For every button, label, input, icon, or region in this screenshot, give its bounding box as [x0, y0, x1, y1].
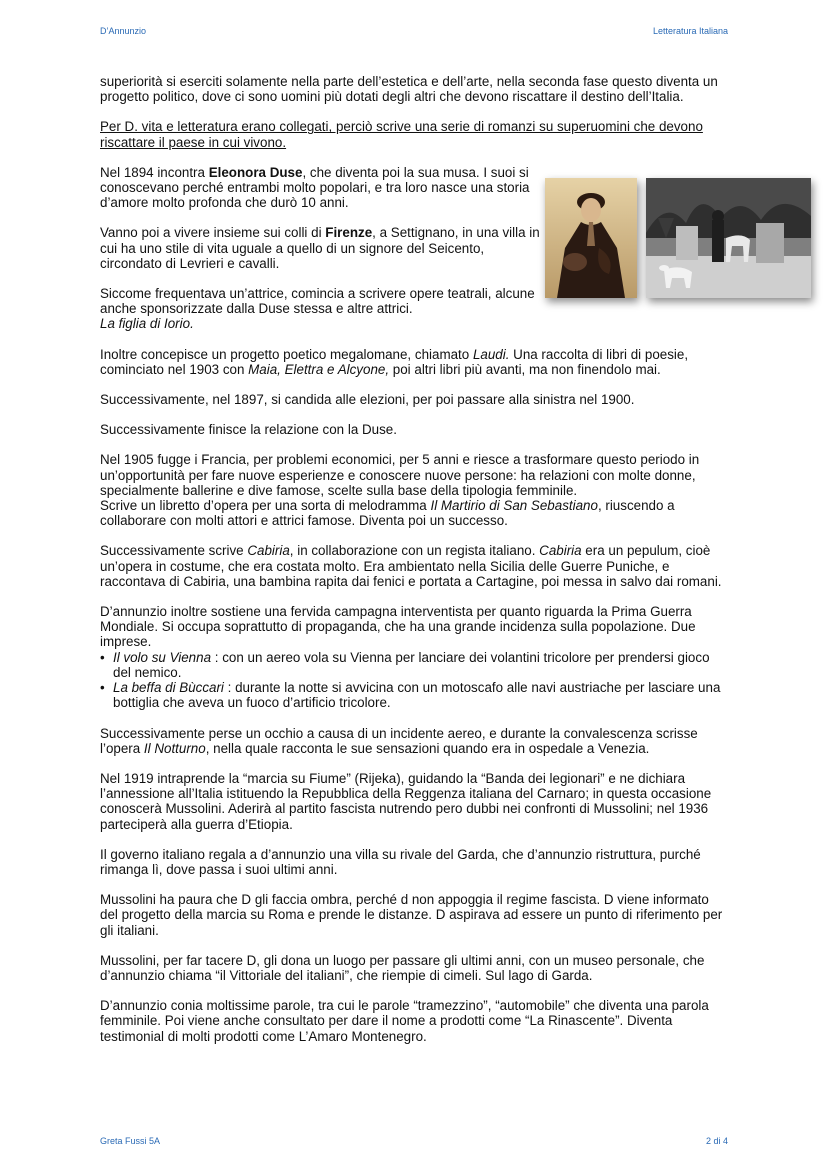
page-footer [100, 1136, 728, 1146]
paragraph-laudi: Inoltre concepisce un progetto poetico megalomane, chiamato Laudi. Una raccolta di libri di poesie, cominciato nel 1903 con Maia, Elettra e Alcyone, poi altri libri più avanti, ma non finendolo mai. [100, 346, 689, 377]
page-content [100, 74, 730, 1059]
page-header [100, 26, 728, 36]
header-left: D’Annunzio [100, 26, 147, 36]
paragraph: Mussolini ha paura che D gli faccia ombra, perché d non appoggia il regime fascista. D viene informato del progetto della marcia su Roma e prende le distanze. D aspirava ad essere un punto di riferimento per gli italiani. [100, 892, 723, 938]
paragraph-firenze: Vanno poi a vivere insieme sui colli di Firenze, a Settignano, in una villa in cui ha uno stile di vita uguale a quello di un signore del Seicento, circondato di Levrieri e cavalli. [100, 225, 540, 271]
paragraph-teatro: Siccome frequentava un’attrice, comincia a scrivere opere teatrali, alcune anche sponsorizzate dalla Duse stessa e altre attrici. La figlia di Iorio. [100, 286, 535, 332]
paragraph: D’annunzio conia moltissime parole, tra cui le parole “tramezzino”, “automobile” che diventa una parola femminile. Poi viene anche consultato per dare il nome a prodotti come “La Rinascente”. Diventa testimonial di molti prodotti come L’Amaro Montenegro. [100, 998, 709, 1044]
list-item: • Il volo su Vienna : con un aereo vola su Vienna per lanciare dei volantini tricolore per prendersi gioco del nemico. [100, 650, 730, 680]
paragraph: Il governo italiano regala a d’annunzio una villa su rivale del Garda, che d’annunzio ristruttura, purché rimanga lì, dove passa i suoi ultimi anni. [100, 846, 701, 877]
footer-author: Greta Fussi 5A [100, 1136, 161, 1146]
bold-name: Eleonora Duse [208, 164, 303, 180]
paragraph: Successivamente, nel 1897, si candida alle elezioni, per poi passare alla sinistra nel 1900. [100, 392, 635, 408]
paragraph-notturno: Successivamente perse un occhio a causa di un incidente aereo, e durante la convalescenza scrisse l’opera Il Notturno, nella quale racconta le sue sensazioni quando era in ospedale a Venezia. [100, 725, 698, 756]
imprese-list [100, 650, 730, 711]
paragraph-francia: Nel 1905 fugge i Francia, per problemi economici, per 5 anni e riesce a trasformare questo periodo in un’opportunità per fare nuove esperienze e conoscere nuove persone: ha relazioni con molte donne, specialmente ballerine e dive famose, scelte sulla base della tipologia femminile. Scrive un libretto d’opera per una sorta di melodramma Il Martirio di San Sebastiano, riuscendo a collaborare con molti attori e attrici famose. Diventa poi un successo. [100, 452, 700, 529]
paragraph: Nel 1919 intraprende la “marcia su Fiume” (Rijeka), guidando la “Banda dei legionari” e ne dichiara l’annessione all’Italia istituendo la Repubblica della Reggenza italiana del Carnaro; in questa occasione conoscerà Mussolini. Aderirà al partito fascista nutrendo pero dubbi nei confronti di Mussolini; nel 1936 parteciperà alla guerra d’Etiopia. [100, 770, 712, 832]
italic-title: La figlia di Iorio. [100, 316, 194, 332]
paragraph: Successivamente finisce la relazione con la Duse. [100, 422, 397, 438]
list-item: • La beffa di Bùccari : durante la notte si avvicina con un motoscafo alle navi austriache per lasciare una bottiglia che aveva un fuoco d’artificio tricolore. [100, 680, 730, 710]
paragraph-guerra: D’annunzio inoltre sostiene una fervida campagna interventista per quanto riguarda la Prima Guerra Mondiale. Si occupa soprattutto di propaganda, che ha una grande incidenza sulla popolazione. Due imprese. [100, 604, 696, 650]
paragraph: superiorità si eserciti solamente nella parte dell’estetica e dell’arte, nella seconda fase questo diventa un progetto politico, dove ci sono uomini più dotati degli altri che devono riscattare il destino dell’Italia. [100, 74, 718, 105]
paragraph-underlined: Per D. vita e letteratura erano collegati, perciò scrive una serie di romanzi su superuomini che devono riscattare il paese in cui vivono. [100, 119, 703, 150]
bold-place: Firenze [325, 225, 373, 241]
paragraph-duse: Nel 1894 incontra Eleonora Duse, che diventa poi la sua musa. I suoi si conoscevano perché entrambi molto popolari, e tra loro nasce una storia d’amore molto profonda che durò 10 anni. [100, 164, 530, 211]
paragraph: Mussolini, per far tacere D, gli dona un luogo per passare gli ultimi anni, con un museo personale, che d’annunzio chiama “il Vittoriale del italiani”, che riempie di cimeli. Sul lago di Garda. [100, 952, 705, 983]
header-right: Letteratura Italiana [652, 26, 728, 36]
page-number: 2 di 4 [705, 1136, 728, 1146]
paragraph-cabiria: Successivamente scrive Cabiria, in collaborazione con un regista italiano. Cabiria era un pepulum, cioè un’opera in costume, che era costata molto. Era ambientato nella Sicilia delle Guerre Puniche, e raccontava di Cabiria, una bambina rapita dai fenici e portata a Cartagine, poi messa in salvo dai romani. [100, 543, 722, 589]
